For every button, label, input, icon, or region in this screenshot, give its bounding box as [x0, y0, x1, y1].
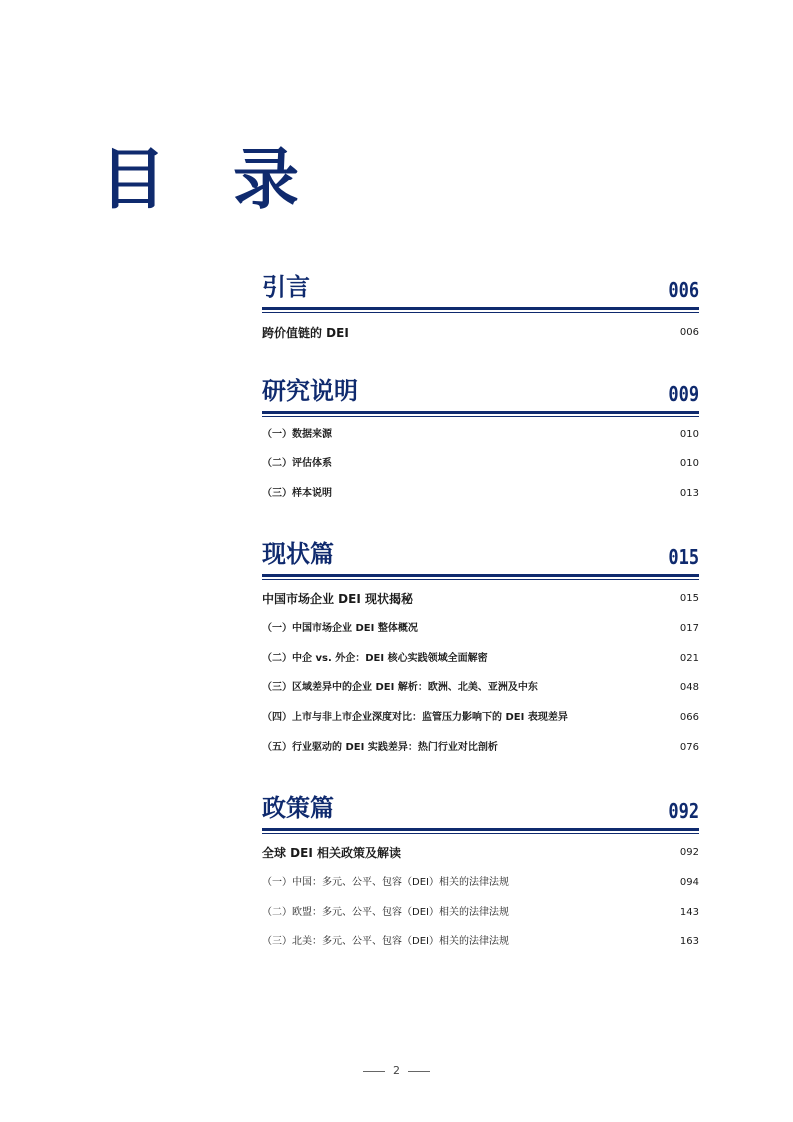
toc-entry-label: （二）评估体系 [262, 458, 332, 469]
toc-section-status [262, 539, 699, 753]
toc-entry[interactable] [262, 845, 699, 863]
toc-entry-label: （一）中国：多元、公平、包容（DEI）相关的法律法规 [262, 877, 509, 888]
toc-entry[interactable] [262, 905, 699, 923]
toc-entry-label: （二）欧盟：多元、公平、包容（DEI）相关的法律法规 [262, 907, 509, 918]
toc-entry[interactable] [262, 710, 699, 728]
toc-entry-page: 010 [679, 429, 699, 440]
toc-entry[interactable] [262, 486, 699, 504]
toc-entry-page: 017 [679, 623, 699, 634]
toc-entry[interactable] [262, 427, 699, 445]
toc-entry-label: 跨价值链的 DEI [262, 326, 349, 340]
toc-entry-page: 021 [679, 653, 699, 664]
section-title: 引言 [262, 273, 310, 301]
toc-section-research-notes [262, 376, 699, 499]
section-rule-thin [262, 579, 699, 580]
toc-entry-label: （三）北美：多元、公平、包容（DEI）相关的法律法规 [262, 936, 509, 947]
section-rule-thin [262, 416, 699, 417]
page-title: 目 录 [100, 141, 321, 218]
section-title: 现状篇 [262, 540, 334, 568]
toc-entry-page: 013 [679, 488, 699, 499]
toc-entry[interactable] [262, 875, 699, 893]
toc-section-policy [262, 793, 699, 947]
toc-entry-page: 015 [679, 593, 699, 604]
toc-entry-label: （二）中企 vs. 外企：DEI 核心实践领域全面解密 [262, 653, 488, 664]
toc-entry[interactable] [262, 934, 699, 952]
section-rule [262, 307, 699, 310]
section-page-number: 092 [668, 799, 699, 823]
toc-entry[interactable] [262, 591, 699, 609]
section-rule [262, 411, 699, 414]
page-number: 2 [393, 1064, 400, 1077]
section-page-number: 006 [668, 278, 699, 302]
toc-entry[interactable] [262, 325, 699, 343]
toc-entry-label: （四）上市与非上市企业深度对比：监管压力影响下的 DEI 表现差异 [262, 712, 568, 723]
toc-entry[interactable] [262, 740, 699, 758]
section-rule [262, 574, 699, 577]
footer-dash-left [363, 1071, 385, 1072]
toc-entry-page: 163 [679, 936, 699, 947]
toc-entry-page: 006 [679, 327, 699, 338]
toc-entry[interactable] [262, 621, 699, 639]
toc-entry-page: 076 [679, 742, 699, 753]
footer-dash-right [408, 1071, 430, 1072]
toc-entry-page: 066 [679, 712, 699, 723]
toc-entry-label: （一）中国市场企业 DEI 整体概况 [262, 623, 418, 634]
section-title: 政策篇 [262, 794, 334, 822]
toc-entry-page: 143 [679, 907, 699, 918]
section-page-number: 015 [668, 545, 699, 569]
section-rule-thin [262, 312, 699, 313]
toc-section-introduction [262, 272, 699, 340]
toc-entry-label: （一）数据来源 [262, 429, 332, 440]
toc-entry-label: 中国市场企业 DEI 现状揭秘 [262, 592, 413, 606]
toc-entry[interactable] [262, 456, 699, 474]
toc-entry-page: 092 [679, 847, 699, 858]
toc-entry-page: 010 [679, 458, 699, 469]
toc-entry-page: 094 [679, 877, 699, 888]
section-rule-thin [262, 833, 699, 834]
section-page-number: 009 [668, 382, 699, 406]
toc-entry-label: （三）区域差异中的企业 DEI 解析：欧洲、北美、亚洲及中东 [262, 682, 538, 693]
toc-entry[interactable] [262, 651, 699, 669]
toc-entry[interactable] [262, 680, 699, 698]
section-rule [262, 828, 699, 831]
toc-entry-label: 全球 DEI 相关政策及解读 [262, 846, 401, 860]
page-footer [0, 1064, 793, 1077]
toc-entry-page: 048 [679, 682, 699, 693]
toc-entry-label: （五）行业驱动的 DEI 实践差异：热门行业对比剖析 [262, 742, 498, 753]
section-title: 研究说明 [262, 377, 358, 405]
toc-entry-label: （三）样本说明 [262, 488, 332, 499]
